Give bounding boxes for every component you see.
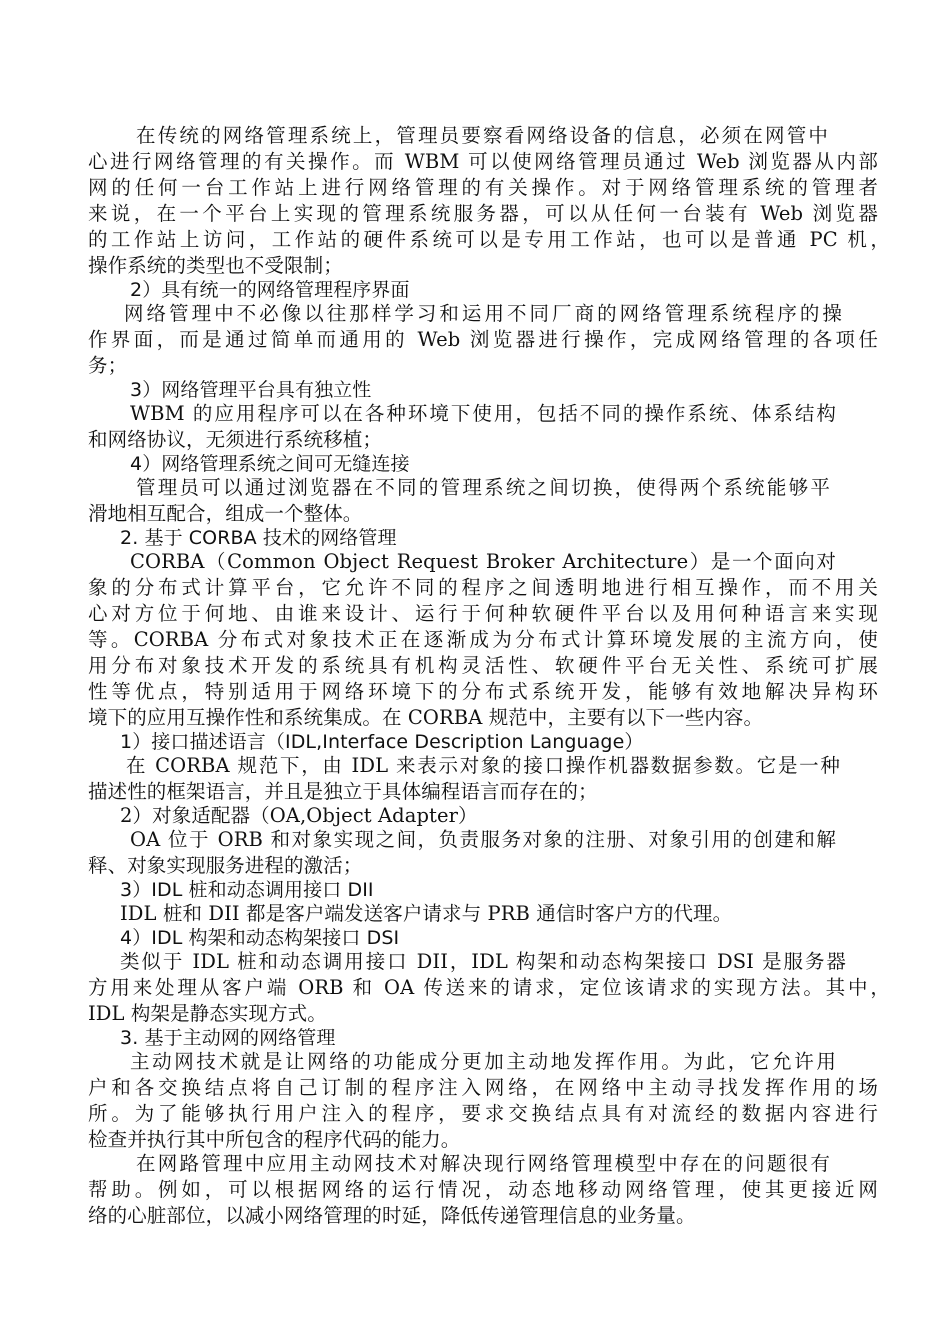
text-line: IDL 构架是静态实现方式。 [88, 1002, 327, 1025]
text-line: 描述性的框架语言，并且是独立于具体编程语言而存在的； [88, 780, 598, 803]
text-line: CORBA（Common Object Request Broker Architecture）是一个面向对 [130, 550, 836, 573]
text-line: 释、对象实现服务进程的激活； [88, 854, 363, 877]
text-line: 管理员可以通过浏览器在不同的管理系统之间切换，使得两个系统能够平 [136, 476, 830, 499]
section-heading: 4）网络管理系统之间可无缝连接 [130, 453, 410, 475]
text-line: 操作系统的类型也不受限制； [88, 254, 343, 277]
text-line: 2）对象适配器（OA,Object Adapter） [120, 804, 478, 827]
text-line: 滑地相互配合，组成一个整体。 [88, 502, 363, 525]
text-line: 网络管理中不必像以往那样学习和运用不同厂商的网络管理系统程序的操 [124, 302, 842, 325]
section-heading: 2）具有统一的网络管理程序界面 [130, 279, 410, 301]
text-line: 户和各交换结点将自己订制的程序注入网络，在网络中主动寻找发挥作用的场 [88, 1076, 878, 1099]
text-line: 检查并执行其中所包含的程序代码的能力。 [88, 1128, 461, 1151]
text-line: 和网络协议，无须进行系统移植； [88, 428, 383, 451]
section-heading: 1）接口描述语言（IDL,Interface Description Language） [120, 731, 644, 753]
text-line: 来说，在一个平台上实现的管理系统服务器，可以从任何一台装有 Web 浏览器 [88, 202, 878, 225]
section-heading: 2. 基于 CORBA 技术的网络管理 [120, 527, 397, 549]
text-line: 络的心脏部位，以减小网络管理的时延，降低传递管理信息的业务量。 [88, 1204, 696, 1227]
text-line: WBM 的应用程序可以在各种环境下使用，包括不同的操作系统、体系结构 [130, 402, 836, 425]
section-heading: 3. 基于主动网的网络管理 [120, 1027, 336, 1049]
text-line: 务； [88, 354, 128, 377]
section-heading: 3）IDL 桩和动态调用接口 DII [120, 879, 374, 901]
text-line: 类似于 IDL 桩和动态调用接口 DII，IDL 构架和动态构架接口 DSI 是服务器 [120, 950, 846, 973]
text-line: IDL 桩和 DII 都是客户端发送客户请求与 PRB 通信时客户方的代理。 [120, 902, 733, 925]
text-line: 网的任何一台工作站上进行网络管理的有关操作。对于网络管理系统的管理者 [88, 176, 878, 199]
text-line: 主动网技术就是让网络的功能成分更加主动地发挥作用。为此，它允许用 [130, 1050, 836, 1073]
text-line: 所。为了能够执行用户注入的程序，要求交换结点具有对流经的数据内容进行 [88, 1102, 878, 1125]
text-line: 在 CORBA 规范下，由 IDL 来表示对象的接口操作机器数据参数。它是一种 [126, 754, 840, 777]
text-line: 境下的应用互操作性和系统集成。在 CORBA 规范中，主要有以下一些内容。 [88, 706, 764, 729]
text-line: 性等优点，特别适用于网络环境下的分布式系统开发，能够有效地解决异构环 [88, 680, 878, 703]
text-line: 用分布对象技术开发的系统具有机构灵活性、软硬件平台无关性、系统可扩展 [88, 654, 878, 677]
section-heading: 4）IDL 构架和动态构架接口 DSI [120, 927, 400, 949]
text-line: 的工作站上访问，工作站的硬件系统可以是专用工作站，也可以是普通 PC 机， [88, 228, 890, 251]
text-line: 心对方位于何地、由谁来设计、运行于何种软硬件平台以及用何种语言来实现 [88, 602, 878, 625]
text-line: 在网路管理中应用主动网技术对解决现行网络管理模型中存在的问题很有 [136, 1152, 830, 1175]
text-line: OA 位于 ORB 和对象实现之间，负责服务对象的注册、对象引用的创建和解 [130, 828, 836, 851]
text-line: 帮助。例如，可以根据网络的运行情况，动态地移动网络管理，使其更接近网 [88, 1178, 878, 1201]
text-line: 象的分布式计算平台，它允许不同的程序之间透明地进行相互操作，而不用关 [88, 576, 878, 599]
text-line: 心进行网络管理的有关操作。而 WBM 可以使网络管理员通过 Web 浏览器从内部 [88, 150, 878, 173]
text-line: 作界面，而是通过简单而通用的 Web 浏览器进行操作，完成网络管理的各项任 [88, 328, 878, 351]
section-heading: 3）网络管理平台具有独立性 [130, 379, 372, 401]
text-line: 方用来处理从客户端 ORB 和 OA 传送来的请求，定位该请求的实现方法。其中， [88, 976, 890, 999]
text-line: 等。CORBA 分布式对象技术正在逐渐成为分布式计算环境发展的主流方向，使 [88, 628, 878, 651]
text-line: 在传统的网络管理系统上，管理员要察看网络设备的信息，必须在网管中 [136, 124, 828, 147]
